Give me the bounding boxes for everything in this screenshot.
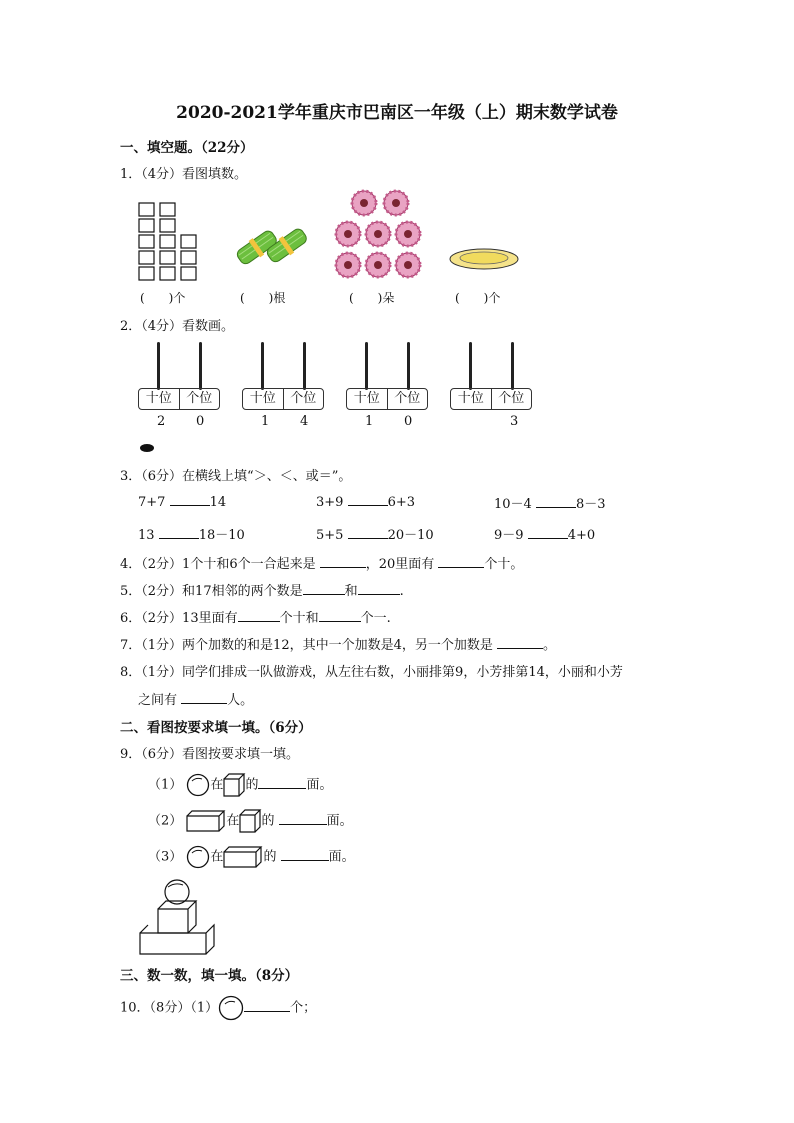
tens-label: 十位	[139, 389, 180, 409]
question-7	[120, 634, 556, 653]
question-1-text: 1．（4分）看图填数。	[120, 167, 248, 182]
answer-blank[interactable]	[438, 555, 484, 568]
plate-picture	[448, 246, 520, 272]
cuboid-icon	[223, 846, 263, 868]
left-expr: 10－4	[494, 497, 532, 512]
abacus-1-ones-value: 0	[196, 414, 205, 429]
answer-blank[interactable]	[536, 495, 576, 508]
answer-blank[interactable]	[528, 526, 568, 539]
ball-icon	[186, 773, 210, 797]
answer-blank[interactable]	[181, 691, 227, 704]
stick-bundles-picture	[236, 218, 308, 270]
left-expr: 7+7	[138, 495, 166, 510]
compare-item-1	[138, 493, 226, 510]
tens-label: 十位	[451, 389, 492, 409]
question-5	[120, 580, 404, 599]
word-zai: 在	[210, 849, 224, 865]
stacked-shapes-picture	[138, 878, 216, 956]
word-mian: 面。	[326, 813, 353, 829]
abacus-1	[138, 342, 220, 412]
ones-label: 个位	[498, 391, 525, 406]
compare-item-3	[494, 493, 606, 512]
item-number: （2）	[148, 813, 183, 829]
question-8-line-1: 8．（1分）同学们排成一队做游戏，从左往右数，小丽排第9，小芳排第14，小丽和小芳	[120, 665, 623, 680]
question-10	[120, 995, 316, 1021]
section-heading-1: 一、填空题。（22分）	[120, 140, 254, 156]
q6-text-b: 个十和	[279, 611, 319, 626]
question-6	[120, 607, 391, 626]
answer-blank[interactable]	[497, 636, 543, 649]
answer-blank[interactable]	[244, 997, 290, 1012]
answer-blank[interactable]	[319, 609, 361, 622]
word-mian: 面。	[306, 777, 333, 793]
ones-label: 个位	[394, 391, 421, 406]
right-expr: 20－10	[387, 528, 434, 543]
ball-icon	[186, 845, 210, 869]
q10-text-c: 个；	[290, 1000, 317, 1016]
compare-item-6	[494, 524, 595, 543]
q8-text-a: 之间有	[138, 693, 178, 708]
abacus-3-tens-value: 1	[365, 414, 374, 429]
square-blocks-picture	[138, 202, 200, 282]
abacus-3	[346, 342, 428, 412]
q5-text-c: .	[399, 584, 404, 599]
answer-blank[interactable]	[358, 582, 400, 595]
q4-text-a: 4．（2分）1个十和6个一合起来是	[120, 557, 316, 572]
answer-blank[interactable]	[303, 582, 345, 595]
cuboid-icon	[186, 810, 226, 832]
abacus-4-ones-value: 3	[510, 414, 519, 429]
q5-text-a: 5．（2分）和17相邻的两个数是	[120, 584, 303, 599]
q4-text-c: 个十。	[484, 557, 524, 572]
question-3-text: 3．（6分）在横线上填“＞、＜、或＝”。	[120, 469, 352, 484]
right-expr: 14	[209, 495, 227, 510]
q1-caption-4: ( )个	[455, 291, 501, 305]
abacus-1-tens-value: 2	[157, 414, 166, 429]
compare-item-2	[316, 493, 415, 510]
section-heading-2: 二、看图按要求填一填。（6分）	[120, 720, 312, 736]
q6-text-c: 个一.	[360, 611, 391, 626]
answer-blank[interactable]	[348, 493, 388, 506]
left-expr: 5+5	[316, 528, 344, 543]
q1-caption-1: ( )个	[140, 291, 186, 305]
ball-icon	[218, 995, 244, 1021]
tens-label: 十位	[347, 389, 388, 409]
q1-caption-3: ( )朵	[349, 291, 395, 305]
q1-caption-2: ( )根	[240, 291, 286, 305]
page-title: 2020-2021学年重庆市巴南区一年级（上）期末数学试卷	[176, 103, 618, 123]
question-2-text: 2．（4分）看数画。	[120, 319, 235, 334]
abacus-3-ones-value: 0	[404, 414, 413, 429]
left-expr: 13	[138, 528, 155, 543]
q9-item-2	[148, 809, 353, 833]
q7-text-a: 7．（1分）两个加数的和是12，其中一个加数是4，另一个加数是	[120, 638, 493, 653]
left-expr: 9－9	[494, 528, 524, 543]
answer-blank[interactable]	[258, 774, 306, 789]
answer-blank[interactable]	[348, 526, 388, 539]
answer-blank[interactable]	[320, 555, 366, 568]
word-mian: 面。	[328, 849, 355, 865]
flowers-picture	[334, 188, 424, 282]
cube-icon	[239, 809, 261, 833]
tens-label: 十位	[243, 389, 284, 409]
section-heading-3: 三、数一数，填一填。（8分）	[120, 968, 299, 984]
word-de: 的	[261, 813, 275, 829]
word-de: 的	[263, 849, 277, 865]
answer-blank[interactable]	[281, 846, 329, 861]
right-expr: 8－3	[575, 497, 606, 512]
q4-text-b: ，20里面有	[365, 557, 435, 572]
word-zai: 在	[226, 813, 240, 829]
cube-icon	[223, 773, 245, 797]
q9-item-1	[148, 773, 332, 797]
item-number: （3）	[148, 849, 183, 865]
abacus-2-tens-value: 1	[261, 414, 270, 429]
q8-text-c: 人。	[227, 693, 254, 708]
compare-item-5	[316, 524, 434, 543]
answer-blank[interactable]	[279, 810, 327, 825]
question-4	[120, 553, 523, 572]
left-expr: 3+9	[316, 495, 344, 510]
q10-text-a: 10．（8分）（1）	[120, 1000, 219, 1016]
q9-item-3	[148, 845, 355, 869]
item-number: （1）	[148, 777, 183, 793]
bead	[140, 444, 154, 452]
question-8-line-2	[138, 689, 253, 708]
answer-blank[interactable]	[159, 526, 199, 539]
q5-text-b: 和	[344, 584, 358, 599]
right-expr: 18－10	[198, 528, 245, 543]
compare-item-4	[138, 524, 245, 543]
word-zai: 在	[210, 777, 224, 793]
q7-text-c: 。	[543, 638, 557, 653]
ones-label: 个位	[290, 391, 317, 406]
ones-label: 个位	[186, 391, 213, 406]
question-9-text: 9．（6分）看图按要求填一填。	[120, 747, 300, 762]
q6-text-a: 6．（2分）13里面有	[120, 611, 238, 626]
answer-blank[interactable]	[238, 609, 280, 622]
abacus-2-ones-value: 4	[300, 414, 309, 429]
answer-blank[interactable]	[170, 493, 210, 506]
abacus-2	[242, 342, 324, 412]
right-expr: 6+3	[387, 495, 416, 510]
right-expr: 4+0	[567, 528, 596, 543]
word-de: 的	[245, 777, 259, 793]
abacus-4	[450, 342, 532, 412]
